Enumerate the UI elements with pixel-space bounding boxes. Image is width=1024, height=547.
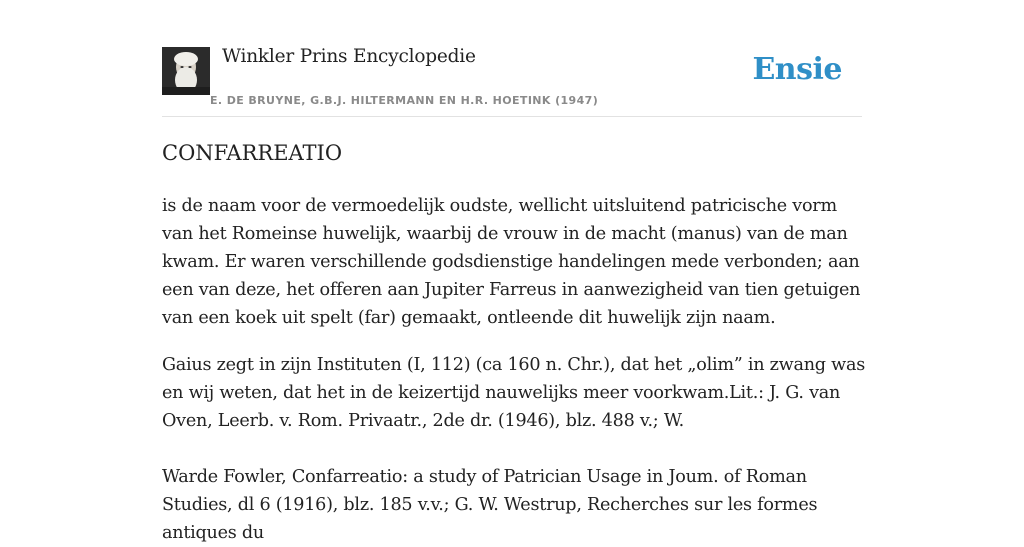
entry-paragraph: is de naam voor de vermoedelijk oudste, wellicht uitsluitend patricische vorm van het Romeinse huwelijk, waarbij de vrouw in de macht (manus) van de man kwam. Er waren verschillende godsdienstige handelingen mede verbonden; aan een van deze, het offeren aan Jupiter Farreus in aanwezigheid van tien getuigen van een koek uit spelt (far) gemaakt, ontleende dit huwelijk zijn naam.	[162, 196, 861, 328]
author-portrait-icon	[162, 47, 210, 95]
authors-line: E. DE BRUYNE, G.B.J. HILTERMANN EN H.R. HOETINK (1947)	[210, 94, 599, 107]
page	[162, 0, 865, 543]
site-title[interactable]: Winkler Prins Encyclopedie	[222, 46, 476, 67]
entry-paragraph: Gaius zegt in zijn Instituten (I, 112) (ca 160 n. Chr.), dat het „olim” in zwang was en wij weten, dat het in de keizertijd nauwelijks meer voorkwam.Lit.: J. G. van Oven, Leerb. v. Rom. Privaatr., 2de dr. (1946), blz. 488 v.; W.	[162, 355, 865, 431]
header	[162, 0, 862, 117]
ensie-logo[interactable]: Ensie	[752, 52, 842, 87]
author-avatar	[162, 47, 210, 95]
entry-title: CONFARREATIO	[162, 141, 343, 165]
entry-paragraph: Warde Fowler, Confarreatio: a study of Patrician Usage in Joum. of Roman Studies, dl 6 (1916), blz. 185 v.v.; G. W. Westrup, Recherches sur les formes antiques du	[162, 467, 818, 543]
